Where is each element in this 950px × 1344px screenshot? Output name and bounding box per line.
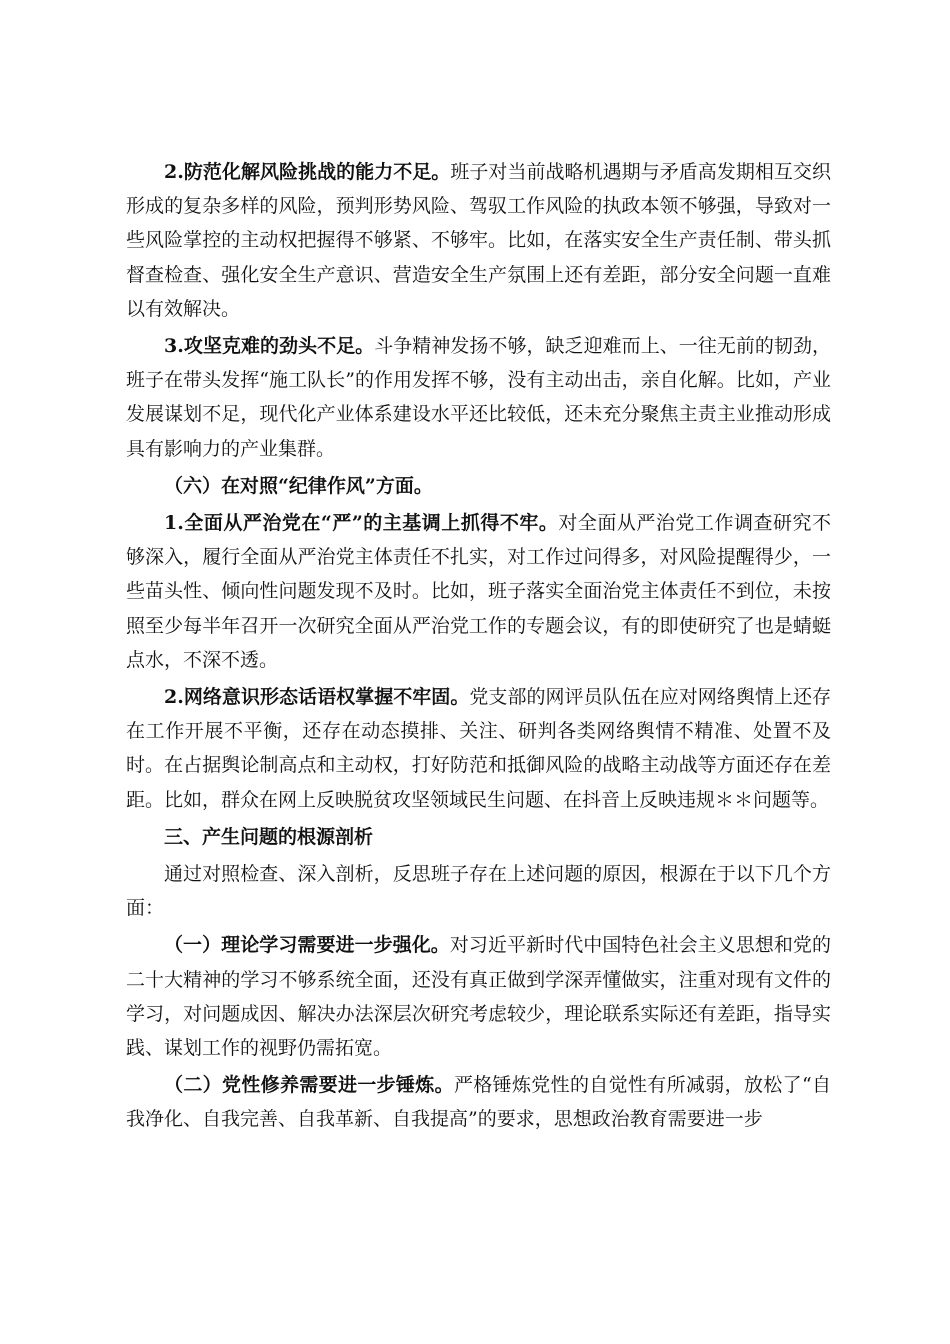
section-heading-discipline xyxy=(126,469,831,503)
heading-text: （六）在对照“纪律作风”方面。 xyxy=(164,474,433,497)
paragraph-lead: 2.网络意识形态话语权掌握不牢固。 xyxy=(164,686,470,709)
paragraph-lead: （二）党性修养需要进一步锤炼。 xyxy=(164,1074,454,1097)
paragraph-tackling-difficulties xyxy=(126,329,831,466)
paragraph-theory-study xyxy=(126,928,831,1065)
paragraph-text: 党支部的网评员队伍在应对网络舆情上还存在工作开展不平衡，还存在动态摸排、关注、研判各类网络舆情不精准、处置不及时。在占据舆论制高点和主动权，打好防范和抵御风险的战略主动战等方面还存在差距。比如，群众在网上反映脱贫攻坚领域民生问题、在抖音上反映违规＊＊问题等。 xyxy=(126,686,831,811)
paragraph-text: 对全面从严治党工作调查研究不够深入，履行全面从严治党主体责任不扎实，对工作过问得多，对风险提醒得少，一些苗头性、倾向性问题发现不及时。比如，班子落实全面治党主体责任不到位，未按照至少每半年召开一次研究全面从严治党工作的专题会议，有的即使研究了也是蜻蜓点水，不深不透。 xyxy=(126,512,831,671)
heading-text: 三、产生问题的根源剖析 xyxy=(164,825,374,848)
paragraph-lead: 1.全面从严治党在“严”的主基调上抓得不牢。 xyxy=(164,512,559,535)
document-body xyxy=(126,155,831,1137)
paragraph-lead: 2.防范化解风险挑战的能力不足。 xyxy=(164,161,451,183)
paragraph-risk-capability xyxy=(126,155,831,326)
paragraph-text: 斗争精神发扬不够，缺乏迎难而上、一往无前的韧劲，班子在带头发挥“施工队长”的作用发挥不够，没有主动出击，亲自化解。比如，产业发展谋划不足，现代化产业体系建设水平还比较低，还未充分聚焦主责主业推动形成具有影响力的产业集群。 xyxy=(126,335,831,460)
paragraph-strict-governance xyxy=(126,506,831,677)
paragraph-lead: 3.攻坚克难的劲头不足。 xyxy=(164,335,375,358)
paragraph-root-causes-intro xyxy=(126,857,831,925)
paragraph-text: 严格锤炼党性的自觉性有所减弱，放松了“自我净化、自我完善、自我革新、自我提高”的要求，思想政治教育需要进一步 xyxy=(126,1074,831,1131)
paragraph-party-spirit xyxy=(126,1068,831,1136)
paragraph-text: 班子对当前战略机遇期与矛盾高发期相互交织形成的复杂多样的风险，预判形势风险、驾驭工作风险的执政本领不够强，导致对一些风险掌控的主动权把握得不够紧、不够牢。比如，在落实安全生产责任制、带头抓督查检查、强化安全生产意识、营造安全生产氛围上还有差距，部分安全问题一直难以有效解决。 xyxy=(126,161,831,320)
paragraph-lead: （一）理论学习需要进一步强化。 xyxy=(164,934,450,957)
section-heading-root-causes xyxy=(126,820,831,854)
paragraph-text: 对习近平新时代中国特色社会主义思想和党的二十大精神的学习不够系统全面，还没有真正做到学深弄懂做实，注重对现有文件的学习，对问题成因、解决办法深层次研究考虑较少，理论联系实际还有差距，指导实践、谋划工作的视野仍需拓宽。 xyxy=(126,934,831,1060)
paragraph-text: 通过对照检查、深入剖析，反思班子存在上述问题的原因，根源在于以下几个方面： xyxy=(126,863,831,920)
paragraph-network-ideology xyxy=(126,680,831,817)
